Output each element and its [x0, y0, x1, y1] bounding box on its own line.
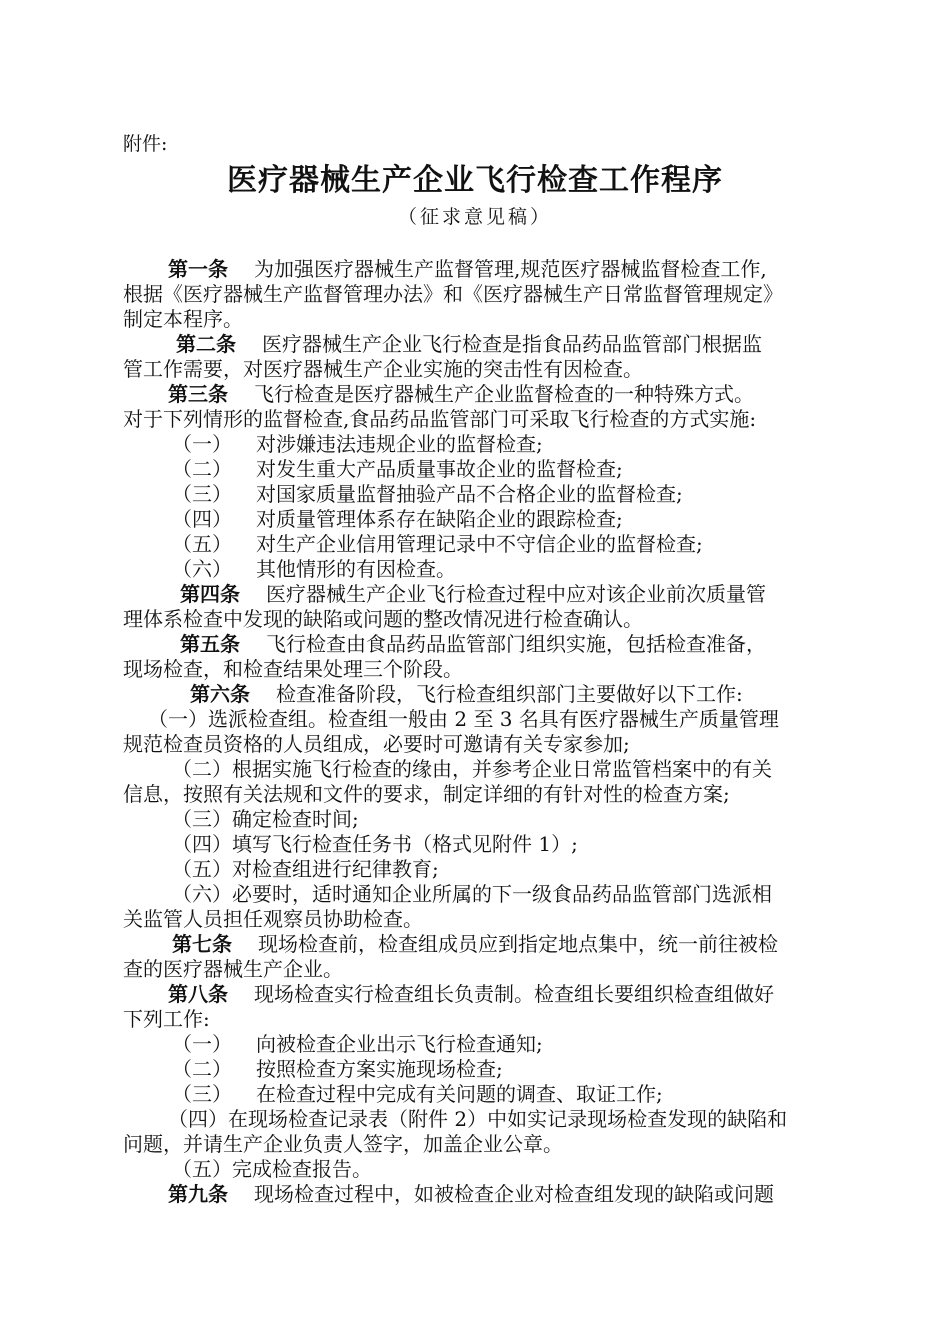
article-7-line-2: 查的医疗器械生产企业。 [123, 957, 343, 981]
article-5-text: 飞行检查由食品药品监管部门组织实施，包括检查准备， [266, 632, 766, 656]
article-4-text: 医疗器械生产企业飞行检查过程中应对该企业前次质量管 [266, 582, 766, 606]
document-title: 医疗器械生产企业飞行检查工作程序 [227, 163, 723, 198]
article-8-label: 第八条 [168, 982, 228, 1006]
article-6-text: 检查准备阶段，飞行检查组织部门主要做好以下工作: [276, 682, 743, 706]
list-item-tag: （一） [172, 1032, 232, 1056]
list-item-tag: （三） [172, 1082, 232, 1106]
list-item-tag: （五） [172, 532, 232, 556]
list-item-tag: （四） [172, 507, 232, 531]
list-item-text: 在检查过程中完成有关问题的调查、取证工作; [256, 1082, 663, 1106]
article-7-label: 第七条 [172, 932, 232, 956]
article-9-label: 第九条 [168, 1182, 228, 1206]
article-8-line-2: 下列工作: [123, 1007, 210, 1031]
article-6-para-2-line-2: 信息，按照有关法规和文件的要求，制定详细的有针对性的检查方案; [123, 782, 730, 806]
list-item-text: 对发生重大产品质量事故企业的监督检查; [256, 457, 623, 481]
article-3-line-2: 对于下列情形的监督检查,食品药品监管部门可采取飞行检查的方式实施: [123, 407, 757, 431]
article-4-line-2: 理体系检查中发现的缺陷或问题的整改情况进行检查确认。 [123, 607, 643, 631]
list-item [172, 506, 623, 532]
list-item [172, 456, 623, 482]
list-item [172, 431, 543, 457]
article-6-para-4: （四）填写飞行检查任务书（格式见附件 1）; [172, 832, 578, 856]
article-1-line-1 [168, 256, 767, 282]
document-subtitle: （征求意见稿） [397, 206, 552, 228]
article-6-para-6-line-1: （六）必要时，适时通知企业所属的下一级食品药品监管部门选派相 [172, 882, 772, 906]
list-item-text: 向被检查企业出示飞行检查通知; [256, 1032, 543, 1056]
list-item-text: 其他情形的有因检查。 [256, 557, 456, 581]
article-8-para-4-line-2: 问题，并请生产企业负责人签字，加盖企业公章。 [123, 1132, 563, 1156]
list-item [172, 1056, 503, 1082]
list-item [172, 531, 703, 557]
list-item-text: 按照检查方案实施现场检查; [256, 1057, 503, 1081]
list-item [172, 556, 456, 582]
article-4-line-1 [180, 581, 766, 607]
list-item-tag: （二） [172, 457, 232, 481]
article-6-line-1 [190, 681, 743, 707]
article-8-para-4-line-1: （四）在现场检查记录表（附件 2）中如实记录现场检查发现的缺陷和 [168, 1107, 788, 1131]
article-7-text: 现场检查前，检查组成员应到指定地点集中，统一前往被检 [258, 932, 778, 956]
article-9-text: 现场检查过程中，如被检查企业对检查组发现的缺陷或问题 [254, 1182, 774, 1206]
article-6-para-6-line-2: 关监管人员担任观察员协助检查。 [123, 907, 423, 931]
article-3-line-1 [168, 381, 754, 407]
article-2-line-2: 管工作需要，对医疗器械生产企业实施的突击性有因检查。 [123, 357, 643, 381]
article-6-para-1-line-2: 规范检查员资格的人员组成，必要时可邀请有关专家参加; [123, 732, 630, 756]
article-6-para-1-line-1: （一）选派检查组。检查组一般由 2 至 3 名具有医疗器械生产质量管理 [148, 707, 779, 731]
article-3-label: 第三条 [168, 382, 228, 406]
list-item [172, 1031, 543, 1057]
article-1-line-3: 制定本程序。 [123, 307, 243, 331]
article-3-text: 飞行检查是医疗器械生产企业监督检查的一种特殊方式。 [254, 382, 754, 406]
article-7-line-1 [172, 931, 778, 957]
article-1-text: 为加强医疗器械生产监督管理,规范医疗器械监督检查工作, [254, 257, 767, 281]
article-8-line-1 [168, 981, 774, 1007]
article-6-para-2-line-1: （二）根据实施飞行检查的缘由，并参考企业日常监管档案中的有关 [172, 757, 772, 781]
attachment-label: 附件: [123, 133, 168, 155]
article-6-para-5: （五）对检查组进行纪律教育; [172, 857, 439, 881]
list-item-tag: （三） [172, 482, 232, 506]
list-item-text: 对国家质量监督抽验产品不合格企业的监督检查; [256, 482, 683, 506]
article-2-line-1 [176, 331, 762, 357]
article-4-label: 第四条 [180, 582, 240, 606]
list-item-text: 对质量管理体系存在缺陷企业的跟踪检查; [256, 507, 623, 531]
list-item-tag: （一） [172, 432, 232, 456]
article-6-label: 第六条 [190, 682, 250, 706]
article-1-label: 第一条 [168, 257, 228, 281]
list-item-text: 对生产企业信用管理记录中不守信企业的监督检查; [256, 532, 703, 556]
list-item [172, 481, 683, 507]
article-1-line-2: 根据《医疗器械生产监督管理办法》和《医疗器械生产日常监督管理规定》 [123, 282, 783, 306]
article-2-text: 医疗器械生产企业飞行检查是指食品药品监管部门根据监 [262, 332, 762, 356]
article-5-line-2: 现场检查，和检查结果处理三个阶段。 [123, 657, 463, 681]
article-5-label: 第五条 [180, 632, 240, 656]
list-item-tag: （二） [172, 1057, 232, 1081]
article-2-label: 第二条 [176, 332, 236, 356]
list-item-text: 对涉嫌违法违规企业的监督检查; [256, 432, 543, 456]
list-item-tag: （六） [172, 557, 232, 581]
article-8-para-5: （五）完成检查报告。 [172, 1157, 372, 1181]
article-5-line-1 [180, 631, 766, 657]
list-item [172, 1081, 663, 1107]
article-9-line-1 [168, 1181, 774, 1207]
article-8-text: 现场检查实行检查组长负责制。检查组长要组织检查组做好 [254, 982, 774, 1006]
article-6-para-3: （三）确定检查时间; [172, 807, 359, 831]
